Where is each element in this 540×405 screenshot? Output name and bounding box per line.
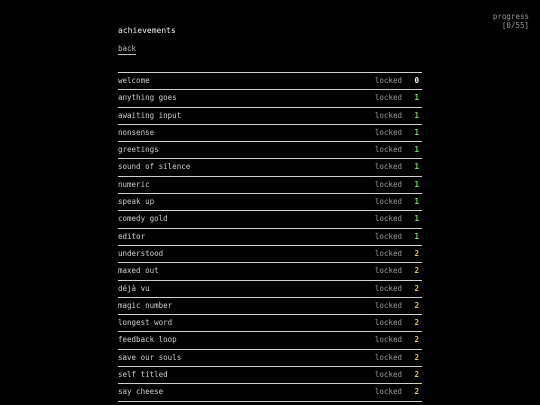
- achievement-status: locked: [374, 162, 402, 172]
- achievement-points: 1: [414, 214, 419, 224]
- achievement-list: [118, 72, 422, 402]
- achievement-status: locked: [374, 93, 402, 103]
- achievement-points: 1: [414, 179, 419, 189]
- achievements-header: [118, 26, 176, 55]
- achievement-points: 1: [414, 197, 419, 207]
- back-link[interactable]: back: [118, 44, 137, 53]
- achievement-name: numeric: [118, 179, 150, 189]
- achievement-status: locked: [374, 266, 402, 276]
- achievement-row: [118, 125, 422, 142]
- achievement-points: 1: [414, 145, 419, 155]
- achievement-status: locked: [374, 370, 402, 380]
- achievement-row: [118, 73, 422, 90]
- achievement-points: 1: [414, 162, 419, 172]
- achievement-points: 2: [414, 248, 419, 258]
- achievement-points: 2: [414, 370, 419, 380]
- achievement-name: understood: [118, 248, 164, 258]
- achievement-status: locked: [374, 231, 402, 241]
- achievement-status: locked: [374, 110, 402, 120]
- achievement-points: 1: [414, 93, 419, 103]
- achievement-status: locked: [374, 318, 402, 328]
- progress-indicator: [493, 12, 529, 30]
- achievement-row: [118, 246, 422, 263]
- achievement-row: [118, 350, 422, 367]
- achievement-points: 2: [414, 352, 419, 362]
- achievement-points: 2: [414, 387, 419, 397]
- achievement-status: locked: [374, 352, 402, 362]
- achievement-name: comedy gold: [118, 214, 168, 224]
- achievement-points: 1: [414, 127, 419, 137]
- achievement-points: 1: [414, 231, 419, 241]
- achievement-row: [118, 315, 422, 332]
- achievement-name: longest word: [118, 318, 173, 328]
- achievement-name: maxed out: [118, 266, 159, 276]
- achievement-row: [118, 194, 422, 211]
- achievement-row: [118, 384, 422, 401]
- achievement-status: locked: [374, 127, 402, 137]
- achievement-name: welcome: [118, 76, 150, 85]
- achievement-name: save our souls: [118, 352, 182, 362]
- achievement-status: locked: [374, 300, 402, 310]
- achievement-name: editor: [118, 231, 146, 241]
- progress-label: progress: [492, 12, 529, 21]
- achievement-row: [118, 108, 422, 125]
- achievement-row: [118, 159, 422, 176]
- achievement-row: [118, 142, 422, 159]
- achievement-name: greetings: [118, 145, 159, 155]
- achievement-points: 1: [414, 110, 419, 120]
- achievement-name: anything goes: [118, 93, 177, 103]
- achievement-row: [118, 263, 422, 280]
- achievement-name: speak up: [118, 197, 155, 207]
- achievement-row: [118, 332, 422, 349]
- page-title: achievements: [118, 26, 176, 35]
- achievement-name: say cheese: [118, 387, 164, 397]
- achievement-status: locked: [374, 335, 402, 345]
- achievement-name: awaiting input: [118, 110, 182, 120]
- achievement-status: locked: [374, 387, 402, 397]
- achievement-row: [118, 177, 422, 194]
- achievement-name: self titled: [118, 370, 168, 380]
- achievement-points: 2: [414, 266, 419, 276]
- achievement-points: 2: [414, 335, 419, 345]
- achievement-points: 2: [414, 300, 419, 310]
- achievement-status: locked: [374, 76, 402, 85]
- achievement-name: nonsense: [118, 127, 155, 137]
- achievement-points: 2: [414, 318, 419, 328]
- achievement-row: [118, 367, 422, 384]
- achievement-status: locked: [374, 197, 402, 207]
- achievement-status: locked: [374, 283, 402, 293]
- achievement-status: locked: [374, 145, 402, 155]
- achievement-row: [118, 211, 422, 228]
- achievement-status: locked: [374, 248, 402, 258]
- achievement-name: feedback loop: [118, 335, 177, 345]
- achievement-points: 2: [414, 283, 419, 293]
- achievement-points: 0: [414, 76, 419, 85]
- progress-value: [0/55]: [501, 21, 529, 30]
- achievement-row: [118, 298, 422, 315]
- achievement-name: sound of silence: [118, 162, 191, 172]
- achievement-name: déjà vu: [118, 283, 150, 293]
- achievement-name: magic number: [118, 300, 173, 310]
- achievement-status: locked: [374, 214, 402, 224]
- achievement-row: [118, 90, 422, 107]
- achievement-row: [118, 281, 422, 298]
- achievement-status: locked: [374, 179, 402, 189]
- achievement-row: [118, 229, 422, 246]
